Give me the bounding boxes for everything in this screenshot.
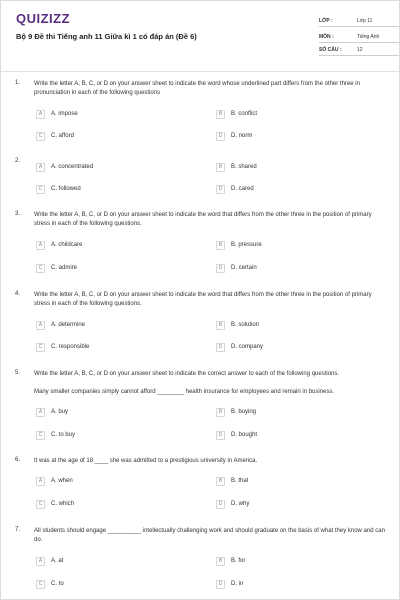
worksheet-title: Bộ 9 Đề thi Tiếng anh 11 Giữa kì 1 có đáp án (Đề 6) xyxy=(16,32,197,41)
option-key-box: C xyxy=(36,185,45,194)
grade-underline xyxy=(319,26,399,27)
question-text: All students should engage __________ intellectually challenging work and should graduate on the basis of what they know and can do. xyxy=(34,528,385,543)
question-text: Write the letter A, B, C, or D on your answer sheet to indicate the word whose underlined part differs from the other three in pronunciation in each of the following questions xyxy=(34,81,360,96)
option-key-box: B xyxy=(216,557,225,566)
option-label: A. when xyxy=(51,478,73,484)
option-key-box: D xyxy=(216,431,225,440)
question-number: 7. xyxy=(15,527,21,533)
option-key-box: D xyxy=(216,343,225,352)
option-key-box: D xyxy=(216,264,225,273)
option-key-box: B xyxy=(216,321,225,330)
question-text: It was at the age of 18 ____ she was admitted to a prestigious university in America. xyxy=(34,458,258,464)
option-key-box: D xyxy=(216,132,225,141)
option-key-box: A xyxy=(36,321,45,330)
option-key-box: D xyxy=(216,185,225,194)
question-number: 3. xyxy=(15,211,21,217)
option-key-box: C xyxy=(36,132,45,141)
option-label: A. at xyxy=(51,558,64,564)
option-label: A. buy xyxy=(51,409,69,415)
option-label: B. conflict xyxy=(231,111,258,117)
subject-value: Tiếng Anh xyxy=(357,34,380,40)
option-label: B. shared xyxy=(231,164,257,170)
option-label: B. solution xyxy=(231,322,260,328)
option-label: D. norm xyxy=(231,133,253,139)
grade-label: LỚP : xyxy=(319,18,333,24)
option-label: C. afford xyxy=(51,133,74,139)
subject-label: MÔN : xyxy=(319,34,334,40)
option-label: A. determine xyxy=(51,322,86,328)
question-number: 6. xyxy=(15,457,21,463)
option-key-box: D xyxy=(216,500,225,509)
option-key-box: B xyxy=(216,241,225,250)
option-label: C. which xyxy=(51,501,75,507)
option-label: C. followed xyxy=(51,186,81,192)
option-label: A. impose xyxy=(51,111,78,117)
option-key-box: C xyxy=(36,500,45,509)
option-label: C. admire xyxy=(51,265,78,271)
option-label: B. buying xyxy=(231,409,257,415)
option-label: A. childcare xyxy=(51,242,83,248)
question-count-value: 12 xyxy=(357,47,363,53)
option-key-box: D xyxy=(216,580,225,589)
option-label: A. concentrated xyxy=(51,164,94,170)
option-key-box: A xyxy=(36,477,45,486)
option-label: D. cared xyxy=(231,186,254,192)
option-key-box: A xyxy=(36,110,45,119)
option-key-box: C xyxy=(36,431,45,440)
subject-underline xyxy=(319,42,399,43)
question-text: Write the letter A, B, C, or D on your answer sheet to indicate the word that differs from the other three in the position of primary stress in each of the following questions. xyxy=(34,292,372,307)
option-label: D. bought xyxy=(231,432,258,438)
question-number: 2. xyxy=(15,158,21,164)
grade-value: Lớp 11 xyxy=(357,18,373,24)
question-number: 1. xyxy=(15,80,21,86)
option-label: D. certain xyxy=(231,265,257,271)
question-text: Write the letter A, B, C, or D on your answer sheet to indicate the word that differs from the other three in the position of primary stress in each of the following questions. xyxy=(34,212,372,227)
worksheet-header xyxy=(1,1,400,71)
question-count-underline xyxy=(319,55,399,56)
option-label: D. in xyxy=(231,581,244,587)
option-label: B. that xyxy=(231,478,249,484)
option-key-box: A xyxy=(36,408,45,417)
quizizz-logo: QUIZIZZ xyxy=(16,11,71,26)
option-label: D. company xyxy=(231,344,264,350)
option-label: C. to xyxy=(51,581,64,587)
option-key-box: A xyxy=(36,241,45,250)
option-label: B. pressure xyxy=(231,242,262,248)
option-key-box: C xyxy=(36,343,45,352)
option-key-box: A xyxy=(36,163,45,172)
option-key-box: C xyxy=(36,580,45,589)
option-label: C. to buy xyxy=(51,432,76,438)
question-text: Write the letter A, B, C, or D on your answer sheet to indicate the correct answer to each of the following questions. xyxy=(34,371,340,377)
question-sentence: Many smaller companies simply cannot afford ________ health insurance for employees and remain in business. xyxy=(34,389,335,395)
question-number: 4. xyxy=(15,291,21,297)
option-key-box: A xyxy=(36,557,45,566)
question-number: 5. xyxy=(15,370,21,376)
option-key-box: B xyxy=(216,408,225,417)
option-key-box: C xyxy=(36,264,45,273)
option-label: B. for xyxy=(231,558,246,564)
option-label: C. responsible xyxy=(51,344,90,350)
option-label: D. why xyxy=(231,501,250,507)
question-count-label: SỐ CÂU : xyxy=(319,47,342,53)
header-divider xyxy=(1,71,400,72)
option-key-box: B xyxy=(216,163,225,172)
option-key-box: B xyxy=(216,477,225,486)
option-key-box: B xyxy=(216,110,225,119)
